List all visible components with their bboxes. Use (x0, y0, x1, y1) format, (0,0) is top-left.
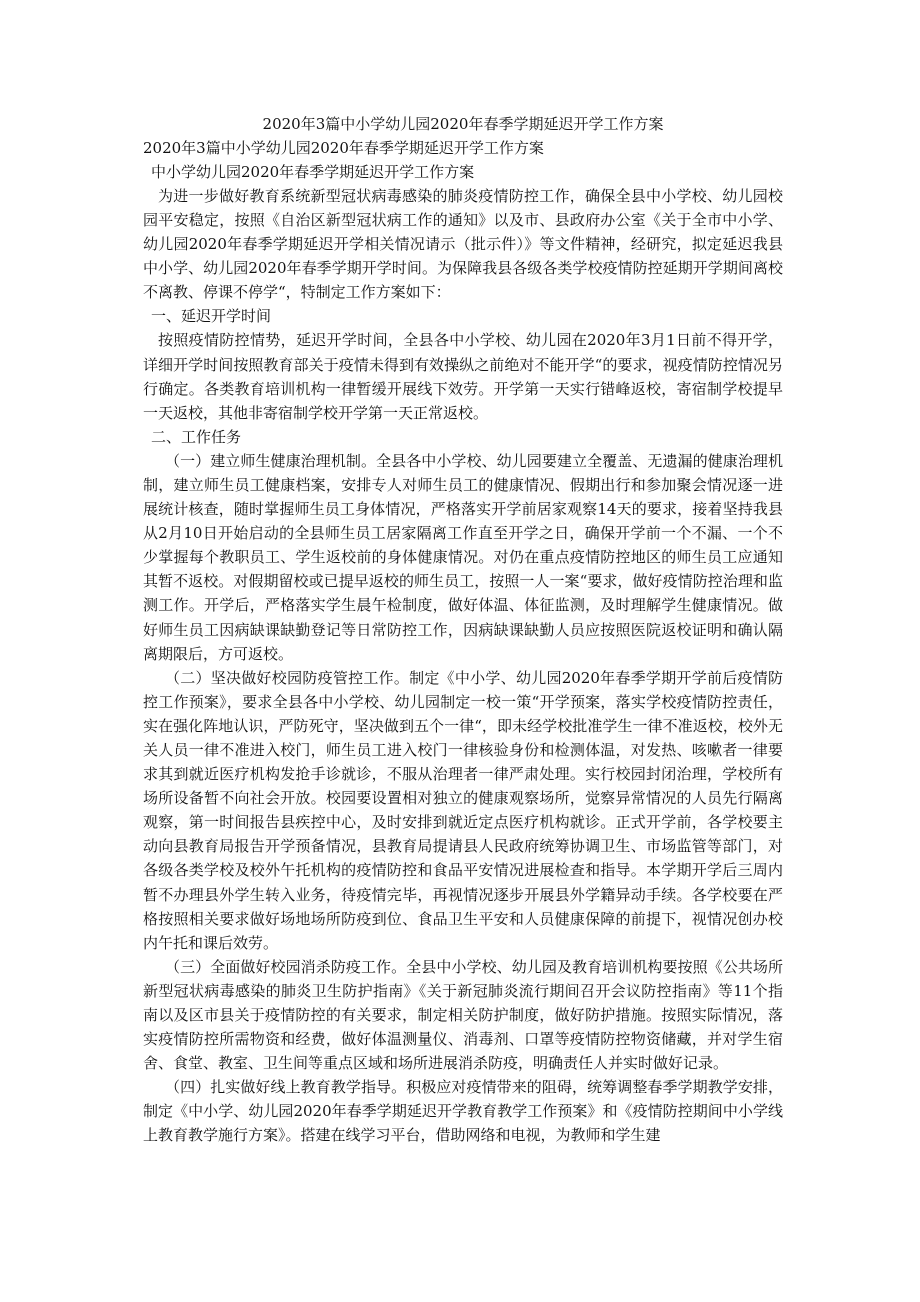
section-heading-tasks: 二、工作任务 (151, 427, 242, 446)
task-paragraph-health: （一）建立师生健康治理机制。全县各中小学校、幼儿园要建立全覆盖、无遗漏的健康治理机制，建立师生员工健康档案，安排专人对师生员工的健康情况、假期出行和参加聚会情况逐一进展统计核查，随时掌握师生员工身体情况，严格落实开学前居家观察14天的要求，接着坚持我县从2月10日开始启动的全县师生员工居家隔离工作直至开学之日，确保开学前一个不漏、一个不少掌握每个教职员工、学生返校前的身体健康情况。对仍在重点疫情防控地区的师生员工应通知其暂不返校。对假期留校或已提早返校的师生员工，按照一人一案“要求，做好疫情防控治理和监测工作。开学后，严格落实学生晨午检制度，做好体温、体征监测，及时理解学生健康情况。做好师生员工因病缺课缺勤登记等日常防控工作，因病缺课缺勤人员应按照医院返校证明和确认隔离期限后，方可返校。 (143, 451, 783, 663)
section-heading-delay: 一、延迟开学时间 (151, 307, 272, 326)
document-title: 2020年3篇中小学幼儿园2020年春季学期延迟开学工作方案 (262, 115, 664, 133)
intro-paragraph: 为进一步做好教育系统新型冠状病毒感染的肺炎疫情防控工作，确保全县中小学校、幼儿园校园平安稳定，按照《自治区新型冠状病工作的通知》以及市、县政府办公室《关于全市中小学、幼儿园2020年春季学期延迟开学相关情况请示（批示件）》等文件精神，经研究，拟定延迟我县中小学、幼儿园2020年春季学期开学时间。为保障我县各级各类学校疫情防控延期开学期间离校不离教、停课不停学“，特制定工作方案如下： (143, 187, 783, 302)
document-subtitle: 中小学幼儿园2020年春季学期延迟开学工作方案 (151, 163, 475, 181)
task-paragraph-campus-control: （二）坚决做好校园防疫管控工作。制定《中小学、幼儿园2020年春季学期开学前后疫情防控工作预案》，要求全县各中小学校、幼儿园制定一校一策“开学预案，落实学校疫情防控责任，实在强化阵地认识，严防死守，坚决做到五个一律“，即未经学校批准学生一律不准返校，校外无关人员一律不准进入校门，师生员工进入校门一律核验身份和检测体温，对发热、咳嗽者一律要求其到就近医疗机构发抢手诊就诊，不服从治理者一律严肃处理。实行校园封闭治理，学校所有场所设备暂不向社会开放。校园要设置相对独立的健康观察场所，觉察异常情况的人员先行隔离观察，第一时间报告县疾控中心，及时安排到就近定点医疗机构就诊。正式开学前，各学校要主动向县教育局报告开学预备情况，县教育局提请县人民政府统筹协调卫生、市场监管等部门，对各级各类学校及校外午托机构的疫情防控和食品平安情况进展检查和指导。本学期开学后三周内暂不办理县外学生转入业务，待疫情完毕，再视情况逐步开展县外学籍异动手续。各学校要在严格按照相关要求做好场地场所防疫到位、食品卫生平安和人员健康保障的前提下，视情况创办校内午托和课后效劳。 (143, 668, 783, 952)
task-paragraph-disinfection: （三）全面做好校园消杀防疫工作。全县中小学校、幼儿园及教育培训机构要按照《公共场所新型冠状病毒感染的肺炎卫生防护指南》《关于新冠肺炎流行期间召开会议防控指南》等11个指南以及区市县关于疫情防控的有关要求，制定相关防护制度，做好防护措施。按照实际情况，落实疫情防控所需物资和经费，做好体温测量仪、消毒剂、口罩等疫情防控物资储藏，并对学生宿舍、食堂、教室、卫生间等重点区域和场所进展消杀防疫，明确责任人并实时做好记录。 (143, 957, 783, 1073)
document-page (143, 112, 783, 1148)
document-title-repeat: 2020年3篇中小学幼儿园2020年春季学期延迟开学工作方案 (143, 139, 544, 157)
task-paragraph-online-teaching: （四）扎实做好线上教育教学指导。积极应对疫情带来的阻碍，统筹调整春季学期教学安排，制定《中小学、幼儿园2020年春季学期延迟开学教育教学工作预案》和《疫情防控期间中小学线上教育教学施行方案》。搭建在线学习平台，借助网络和电视，为教师和学生建 (143, 1078, 783, 1145)
section-body-delay: 按照疫情防控情势，延迟开学时间，全县各中小学校、幼儿园在2020年3月1日前不得开学，详细开学时间按照教育部关于疫情未得到有效操纵之前绝对不能开学“的要求，视疫情防控情况另行确定。各类教育培训机构一律暂缓开展线下效劳。开学第一天实行错峰返校，寄宿制学校提早一天返校，其他非寄宿制学校开学第一天正常返校。 (143, 331, 783, 422)
